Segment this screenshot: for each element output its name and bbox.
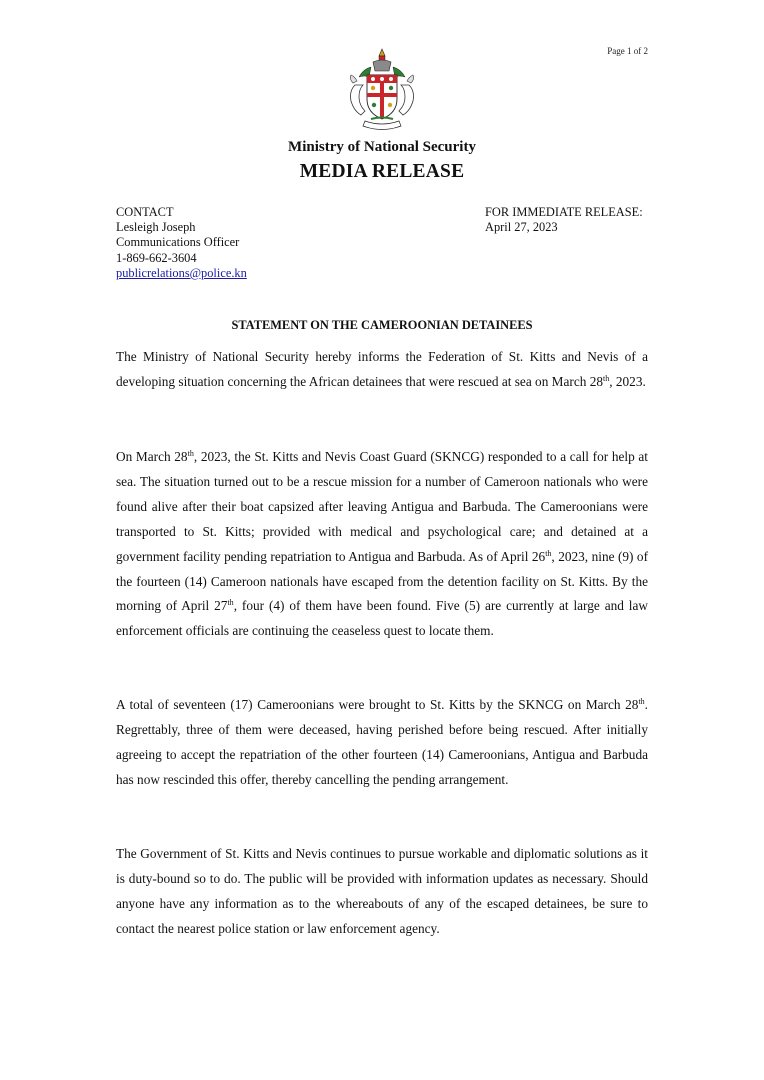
paragraph-4: The Government of St. Kitts and Nevis continues to pursue workable and diplomatic solutions as it is duty-bound so to do. The public will be provided with information updates as necessary. Should anyone have any information as to the whereabouts of any of the escaped detainees, be sure to contact the nearest police station or law enforcement agency. (116, 846, 648, 936)
contact-role: Communications Officer (116, 235, 240, 250)
contact-phone: 1-869-662-3604 (116, 250, 197, 265)
release-label: FOR IMMEDIATE RELEASE: (485, 205, 643, 219)
page-number: Page 1 of 2 (607, 46, 648, 56)
contact-block (116, 205, 247, 281)
document-title: MEDIA RELEASE (299, 161, 465, 182)
ordinal-suffix: th (603, 373, 610, 383)
statement-heading: STATEMENT ON THE CAMEROONIAN DETAINEES (231, 318, 533, 332)
contact-label: CONTACT (116, 205, 174, 219)
paragraph-3 (116, 693, 648, 793)
ordinal-suffix: th (187, 449, 194, 458)
ministry-name: Ministry of National Security (288, 139, 476, 155)
contact-email-link[interactable]: publicrelations@police.kn (116, 265, 247, 280)
paragraph-3-text: . Regrettably, three of them were deceased, having perished before being rescued. After initially agreeing to accept the repatriation of the other fourteen (14) Cameroonians, Antigua and Barbuda has now rescinded this offer, thereby cancelling the pending arrangement. (116, 697, 648, 787)
ordinal-suffix: th (545, 548, 552, 558)
ordinal-suffix: th (638, 697, 645, 706)
release-date: April 27, 2023 (485, 220, 558, 235)
paragraph-1 (116, 345, 648, 395)
paragraph-2-text: , 2023, the St. Kitts and Nevis Coast Guard (SKNCG) responded to a call for help at sea. The situation turned out to be a rescue mission for a number of Cameroon nationals who were found alive after their boat capsized after leaving Antigua and Barbuda. The Cameroonians were transported to St. Kitts; provided with medical and psychological care; and detained at a government facility pending repatriation to Antigua and Barbuda. As of April 26 (116, 449, 648, 564)
ordinal-suffix: th (227, 598, 234, 608)
paragraph-3-text: A total of seventeen (17) Cameroonians were brought to St. Kitts by the SKNCG on March 28 (116, 697, 639, 712)
paragraph-1-text: The Ministry of National Security hereby informs the Federation of St. Kitts and Nevis of a developing situation concerning the African detainees that were rescued at sea on March 28 (116, 349, 648, 389)
coat-of-arms-emblem (345, 47, 419, 131)
paragraph-2-text: , 2023, nine (9) of the fourteen (14) Cameroon nationals have escaped from the detention facility on St. Kitts. By the morning of April 27 (116, 548, 649, 614)
paragraph-2-text: , four (4) of them have been found. Five (5) are currently at large and law enforcement officials are continuing the ceaseless quest to locate them. (116, 598, 648, 639)
paragraph-2-text: On March 28 (116, 449, 188, 464)
paragraph-1-text: , 2023. (609, 373, 646, 389)
release-block (485, 205, 643, 235)
contact-name: Lesleigh Joseph (116, 220, 196, 235)
paragraph-2 (116, 445, 648, 644)
